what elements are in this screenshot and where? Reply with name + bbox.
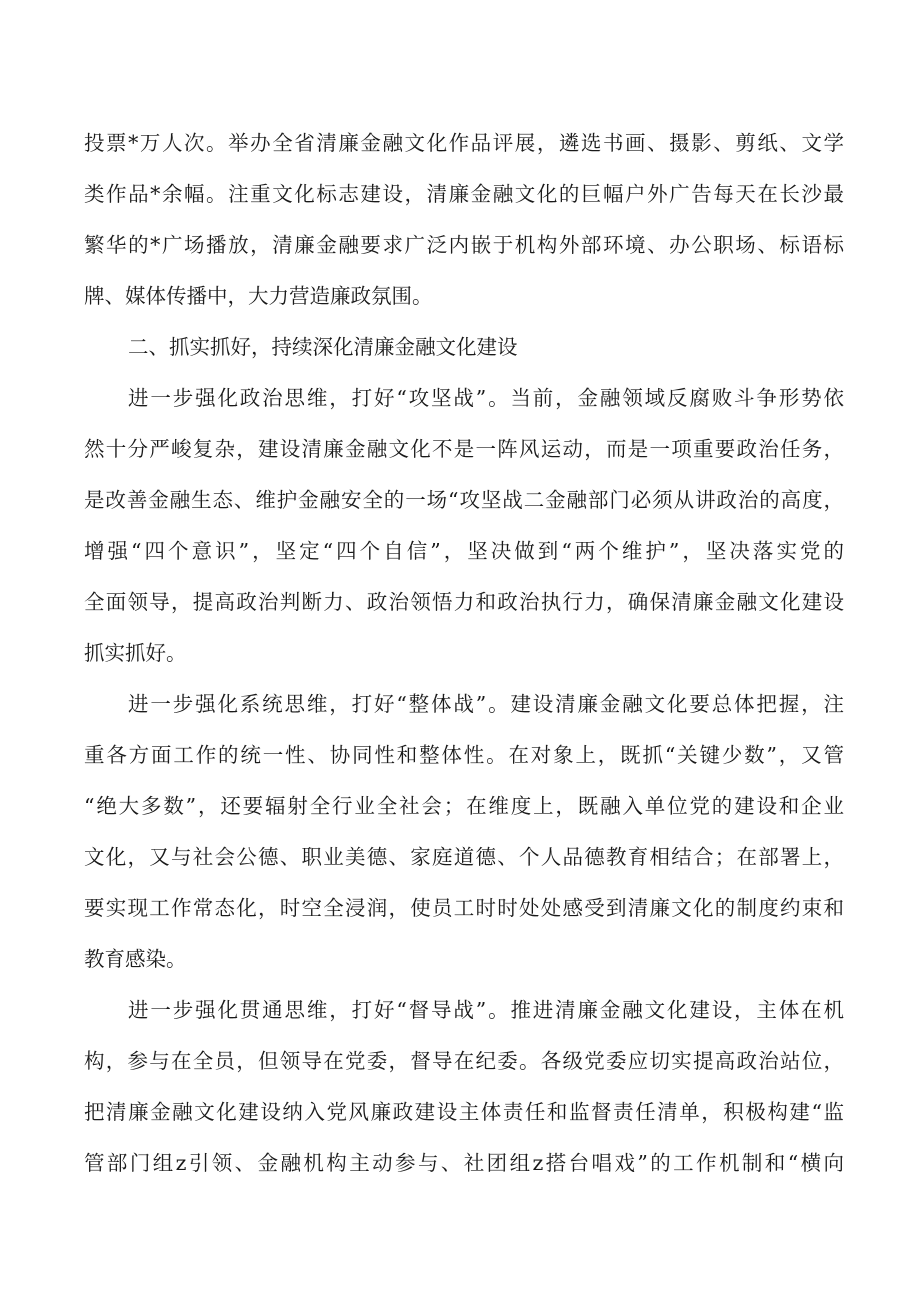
section-heading: 二、抓实抓好，持续深化清廉金融文化建设 [128,335,518,359]
paragraph-line: 文化，又与社会公德、职业美德、家庭道德、个人品德教育相结合；在部署上， [84,845,844,869]
paragraph-line: 抓实抓好。 [84,641,187,665]
paragraph-line: 繁华的*广场播放，清廉金融要求广泛内嵌于机构外部环境、办公职场、标语标 [84,233,844,257]
paragraph-line: 构，参与在全员，但领导在党委，督导在纪委。各级党委应切实提高政治站位， [84,1049,844,1073]
paragraph-line: 是改善金融生态、维护金融安全的一场“攻坚战二金融部门必须从讲政治的高度， [84,488,844,512]
paragraph-line: 教育感染。 [84,947,187,971]
paragraph-line: 投票*万人次。举办全省清廉金融文化作品评展，遴选书画、摄影、剪纸、文学 [84,131,844,155]
paragraph-line: 类作品*余幅。注重文化标志建设，清廉金融文化的巨幅户外广告每天在长沙最 [84,182,844,206]
paragraph-line: 全面领导，提高政治判断力、政治领悟力和政治执行力，确保清廉金融文化建设 [84,590,844,614]
paragraph-line: “绝大多数”，还要辐射全行业全社会；在维度上，既融入单位党的建设和企业 [84,794,844,818]
paragraph-line: 进一步强化贯通思维，打好“督导战”。推进清廉金融文化建设，主体在机 [128,998,844,1022]
paragraph-line: 牌、媒体传播中，大力营造廉政氛围。 [84,284,433,308]
paragraph-line: 进一步强化系统思维，打好“整体战”。建设清廉金融文化要总体把握，注 [128,692,844,716]
paragraph-line: 然十分严峻复杂，建设清廉金融文化不是一阵风运动，而是一项重要政治任务， [84,437,844,461]
paragraph-line: 要实现工作常态化，时空全浸润，使员工时时处处感受到清廉文化的制度约束和 [84,896,844,920]
paragraph-line: 增强“四个意识”，坚定“四个自信”，坚决做到“两个维护”，坚决落实党的 [84,539,844,563]
paragraph-line: 进一步强化政治思维，打好“攻坚战”。当前，金融领域反腐败斗争形势依 [128,386,844,410]
paragraph-line: 管部门组z引领、金融机构主动参与、社团组z搭台唱戏”的工作机制和“横向 [84,1151,844,1175]
paragraph-line: 重各方面工作的统一性、协同性和整体性。在对象上，既抓“关键少数”，又管 [84,743,844,767]
paragraph-line: 把清廉金融文化建设纳入党风廉政建设主体责任和监督责任清单，积极构建“监 [84,1100,844,1124]
